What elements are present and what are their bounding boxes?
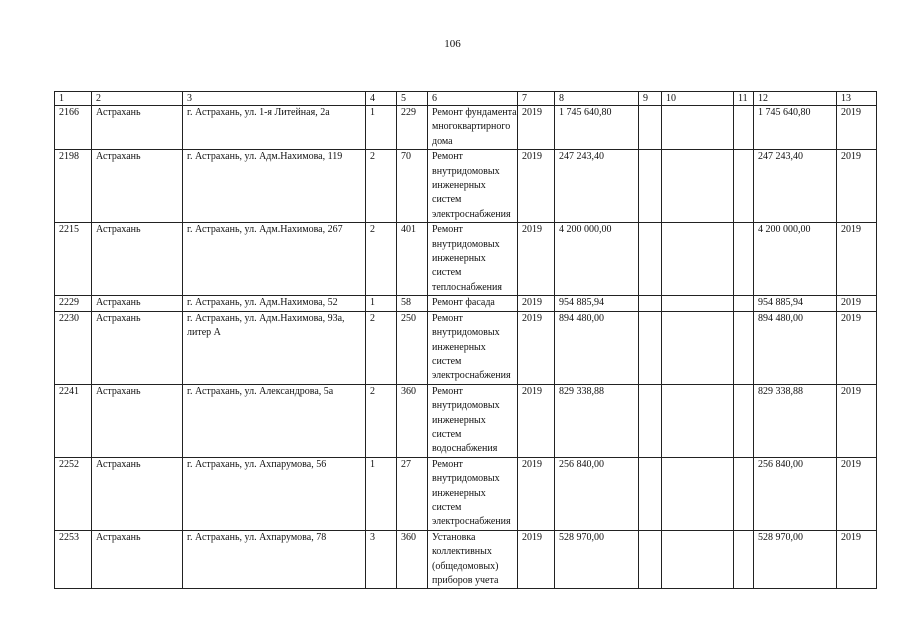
table-row <box>55 384 877 457</box>
cell-address: г. Астрахань, ул. Адм.Нахимова, 52 <box>183 296 366 311</box>
column-header-1: 1 <box>55 92 92 106</box>
cell-work-type: Установка коллективных (общедомовых) приборов учета <box>428 530 518 589</box>
column-header-10: 10 <box>662 92 734 106</box>
cell-col-5: 250 <box>397 311 428 384</box>
cell-col-9 <box>639 311 662 384</box>
cell-col-11 <box>734 150 754 223</box>
cell-city: Астрахань <box>92 150 183 223</box>
cell-col-5: 401 <box>397 223 428 296</box>
cell-city: Астрахань <box>92 457 183 530</box>
cell-col-10 <box>662 150 734 223</box>
cell-total-amount: 4 200 000,00 <box>754 223 837 296</box>
cell-col-9 <box>639 457 662 530</box>
cell-col-9 <box>639 223 662 296</box>
cell-city: Астрахань <box>92 530 183 589</box>
column-header-5: 5 <box>397 92 428 106</box>
cell-col-11 <box>734 530 754 589</box>
cell-amount: 528 970,00 <box>555 530 639 589</box>
table-row <box>55 457 877 530</box>
cell-row-id: 2253 <box>55 530 92 589</box>
cell-address: г. Астрахань, ул. 1-я Литейная, 2а <box>183 106 366 150</box>
cell-col-9 <box>639 150 662 223</box>
cell-address: г. Астрахань, ул. Ахпарумова, 56 <box>183 457 366 530</box>
cell-col-4: 1 <box>366 106 397 150</box>
cell-col-11 <box>734 296 754 311</box>
cell-completion-year: 2019 <box>837 106 877 150</box>
cell-completion-year: 2019 <box>837 150 877 223</box>
cell-total-amount: 954 885,94 <box>754 296 837 311</box>
cell-work-type: Ремонт фундамента многоквартирного дома <box>428 106 518 150</box>
column-header-9: 9 <box>639 92 662 106</box>
cell-amount: 829 338,88 <box>555 384 639 457</box>
table-header-row <box>55 92 877 106</box>
cell-amount: 247 243,40 <box>555 150 639 223</box>
cell-total-amount: 894 480,00 <box>754 311 837 384</box>
cell-col-4: 1 <box>366 296 397 311</box>
cell-col-10 <box>662 530 734 589</box>
cell-work-type: Ремонт внутридомовых инженерных систем электроснабжения <box>428 150 518 223</box>
cell-amount: 894 480,00 <box>555 311 639 384</box>
cell-work-type: Ремонт внутридомовых инженерных систем электроснабжения <box>428 457 518 530</box>
cell-col-4: 2 <box>366 384 397 457</box>
cell-address: г. Астрахань, ул. Александрова, 5а <box>183 384 366 457</box>
cell-row-id: 2229 <box>55 296 92 311</box>
cell-col-4: 2 <box>366 311 397 384</box>
cell-year: 2019 <box>518 457 555 530</box>
cell-col-5: 70 <box>397 150 428 223</box>
page-number: 106 <box>444 38 461 50</box>
table-row <box>55 530 877 589</box>
column-header-7: 7 <box>518 92 555 106</box>
cell-work-type: Ремонт внутридомовых инженерных систем теплоснабжения <box>428 223 518 296</box>
cell-col-10 <box>662 384 734 457</box>
cell-city: Астрахань <box>92 296 183 311</box>
cell-col-10 <box>662 457 734 530</box>
cell-col-4: 2 <box>366 150 397 223</box>
cell-row-id: 2230 <box>55 311 92 384</box>
cell-total-amount: 528 970,00 <box>754 530 837 589</box>
cell-amount: 954 885,94 <box>555 296 639 311</box>
column-header-6: 6 <box>428 92 518 106</box>
cell-amount: 1 745 640,80 <box>555 106 639 150</box>
cell-year: 2019 <box>518 384 555 457</box>
column-header-4: 4 <box>366 92 397 106</box>
cell-row-id: 2252 <box>55 457 92 530</box>
capital-repair-table <box>54 91 877 589</box>
cell-year: 2019 <box>518 150 555 223</box>
cell-city: Астрахань <box>92 384 183 457</box>
cell-completion-year: 2019 <box>837 384 877 457</box>
cell-completion-year: 2019 <box>837 296 877 311</box>
cell-col-4: 1 <box>366 457 397 530</box>
cell-total-amount: 1 745 640,80 <box>754 106 837 150</box>
cell-col-11 <box>734 223 754 296</box>
cell-address: г. Астрахань, ул. Ахпарумова, 78 <box>183 530 366 589</box>
cell-year: 2019 <box>518 311 555 384</box>
cell-city: Астрахань <box>92 223 183 296</box>
cell-completion-year: 2019 <box>837 530 877 589</box>
column-header-8: 8 <box>555 92 639 106</box>
cell-work-type: Ремонт фасада <box>428 296 518 311</box>
cell-amount: 4 200 000,00 <box>555 223 639 296</box>
table-row <box>55 106 877 150</box>
cell-year: 2019 <box>518 296 555 311</box>
cell-col-5: 58 <box>397 296 428 311</box>
cell-work-type: Ремонт внутридомовых инженерных систем водоснабжения <box>428 384 518 457</box>
cell-amount: 256 840,00 <box>555 457 639 530</box>
cell-row-id: 2198 <box>55 150 92 223</box>
cell-col-11 <box>734 384 754 457</box>
column-header-3: 3 <box>183 92 366 106</box>
column-header-11: 11 <box>734 92 754 106</box>
cell-address: г. Астрахань, ул. Адм.Нахимова, 267 <box>183 223 366 296</box>
cell-total-amount: 247 243,40 <box>754 150 837 223</box>
column-header-13: 13 <box>837 92 877 106</box>
cell-col-5: 360 <box>397 530 428 589</box>
cell-row-id: 2166 <box>55 106 92 150</box>
cell-col-5: 27 <box>397 457 428 530</box>
cell-year: 2019 <box>518 106 555 150</box>
cell-col-10 <box>662 223 734 296</box>
cell-col-4: 2 <box>366 223 397 296</box>
table-row <box>55 296 877 311</box>
cell-col-9 <box>639 296 662 311</box>
cell-city: Астрахань <box>92 106 183 150</box>
cell-col-11 <box>734 311 754 384</box>
table-row <box>55 311 877 384</box>
cell-col-9 <box>639 106 662 150</box>
cell-year: 2019 <box>518 530 555 589</box>
cell-city: Астрахань <box>92 311 183 384</box>
cell-col-9 <box>639 530 662 589</box>
cell-completion-year: 2019 <box>837 457 877 530</box>
cell-col-11 <box>734 457 754 530</box>
cell-col-5: 229 <box>397 106 428 150</box>
cell-col-11 <box>734 106 754 150</box>
cell-col-10 <box>662 311 734 384</box>
cell-address: г. Астрахань, ул. Адм.Нахимова, 119 <box>183 150 366 223</box>
cell-row-id: 2215 <box>55 223 92 296</box>
cell-total-amount: 829 338,88 <box>754 384 837 457</box>
cell-col-4: 3 <box>366 530 397 589</box>
table-row <box>55 223 877 296</box>
column-header-2: 2 <box>92 92 183 106</box>
cell-col-5: 360 <box>397 384 428 457</box>
cell-completion-year: 2019 <box>837 311 877 384</box>
cell-address: г. Астрахань, ул. Адм.Нахимова, 93а, литер А <box>183 311 366 384</box>
cell-col-10 <box>662 106 734 150</box>
cell-row-id: 2241 <box>55 384 92 457</box>
column-header-12: 12 <box>754 92 837 106</box>
cell-completion-year: 2019 <box>837 223 877 296</box>
cell-work-type: Ремонт внутридомовых инженерных систем электроснабжения <box>428 311 518 384</box>
table-row <box>55 150 877 223</box>
cell-total-amount: 256 840,00 <box>754 457 837 530</box>
cell-year: 2019 <box>518 223 555 296</box>
cell-col-10 <box>662 296 734 311</box>
cell-col-9 <box>639 384 662 457</box>
